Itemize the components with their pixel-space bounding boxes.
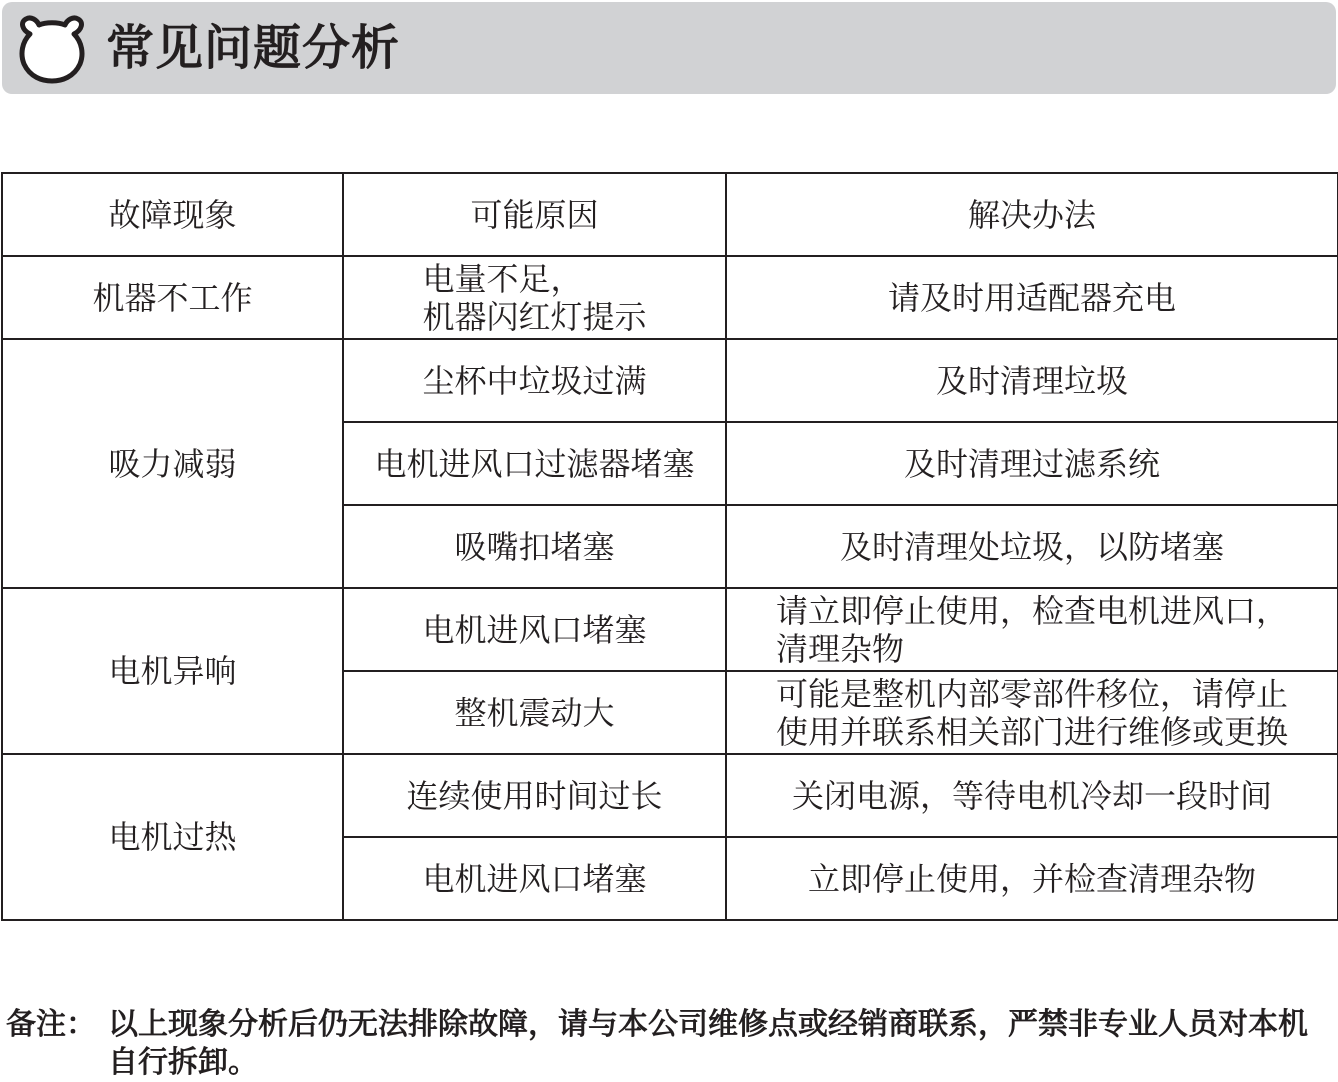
table-row	[2, 754, 1338, 837]
solution-line: 关闭电源，等待电机冷却一段时间	[791, 776, 1272, 815]
table-body	[2, 173, 1338, 920]
cause-cell	[343, 588, 726, 671]
solution-text	[840, 528, 1224, 566]
solution-text	[904, 445, 1160, 483]
cause-text	[422, 860, 646, 898]
solution-line: 清理杂物	[775, 629, 904, 668]
solution-line: 及时清理处垃圾，以防堵塞	[839, 527, 1224, 566]
footnote-text: 以上现象分析后仍无法排除故障，请与本公司维修点或经销商联系，严禁非专业人员对本机自行拆卸。	[108, 1007, 1308, 1080]
solution-line: 及时清理垃圾	[935, 361, 1128, 400]
cause-line: 电量不足，	[422, 259, 583, 298]
cause-text	[422, 362, 646, 400]
solution-cell	[726, 671, 1338, 754]
cause-text	[454, 694, 614, 732]
solution-line: 立即停止使用，并检查清理杂物	[807, 859, 1256, 898]
table-row	[2, 256, 1338, 339]
cause-cell	[343, 837, 726, 920]
solution-text	[776, 592, 1288, 668]
cause-line: 电机进风口堵塞	[422, 610, 647, 649]
cause-cell	[343, 339, 726, 422]
symptom-cell: 机器不工作	[2, 256, 343, 339]
cause-line: 整机震动大	[454, 693, 615, 732]
cause-cell	[343, 256, 726, 339]
solution-cell	[726, 588, 1338, 671]
symptom-cell: 吸力减弱	[2, 339, 343, 588]
cause-line: 电机进风口过滤器堵塞	[374, 444, 695, 483]
solution-text	[936, 362, 1128, 400]
cause-cell	[343, 422, 726, 505]
table-row	[2, 339, 1338, 422]
page-title: 常见问题分析	[106, 20, 401, 76]
table-header-row	[2, 173, 1338, 256]
solution-cell	[726, 505, 1338, 588]
cause-text	[422, 611, 646, 649]
cause-text	[454, 528, 614, 566]
solution-line: 可能是整机内部零部件移位，请停止	[775, 674, 1288, 713]
cause-line: 机器闪红灯提示	[422, 297, 647, 336]
solution-cell	[726, 339, 1338, 422]
column-header: 解决办法	[726, 173, 1338, 256]
cause-text	[374, 445, 694, 483]
cause-cell	[343, 754, 726, 837]
solution-cell	[726, 256, 1338, 339]
cause-line: 吸嘴扣堵塞	[454, 527, 615, 566]
solution-text	[792, 777, 1272, 815]
solution-cell	[726, 422, 1338, 505]
section-header	[2, 2, 1336, 94]
solution-line: 及时清理过滤系统	[903, 444, 1160, 483]
column-header: 故障现象	[2, 173, 343, 256]
cause-text	[422, 260, 646, 336]
solution-line: 请及时用适配器充电	[887, 278, 1176, 317]
solution-line: 请立即停止使用，检查电机进风口，	[775, 591, 1288, 630]
solution-line: 使用并联系相关部门进行维修或更换	[775, 712, 1288, 751]
solution-cell	[726, 837, 1338, 920]
cause-cell	[343, 671, 726, 754]
footnote	[6, 1006, 1332, 1082]
column-header: 可能原因	[343, 173, 726, 256]
cause-line: 尘杯中垃圾过满	[422, 361, 647, 400]
solution-cell	[726, 754, 1338, 837]
symptom-cell: 电机过热	[2, 754, 343, 920]
solution-text	[808, 860, 1256, 898]
cause-line: 电机进风口堵塞	[422, 859, 647, 898]
solution-text	[888, 279, 1176, 317]
table-row	[2, 588, 1338, 671]
cause-text	[406, 777, 662, 815]
solution-text	[776, 675, 1288, 751]
cause-line: 连续使用时间过长	[406, 776, 663, 815]
footnote-label: 备注：	[6, 1007, 96, 1042]
symptom-cell: 电机异响	[2, 588, 343, 754]
cause-cell	[343, 505, 726, 588]
bear-head-icon	[16, 14, 88, 84]
troubleshooting-table	[1, 172, 1338, 921]
